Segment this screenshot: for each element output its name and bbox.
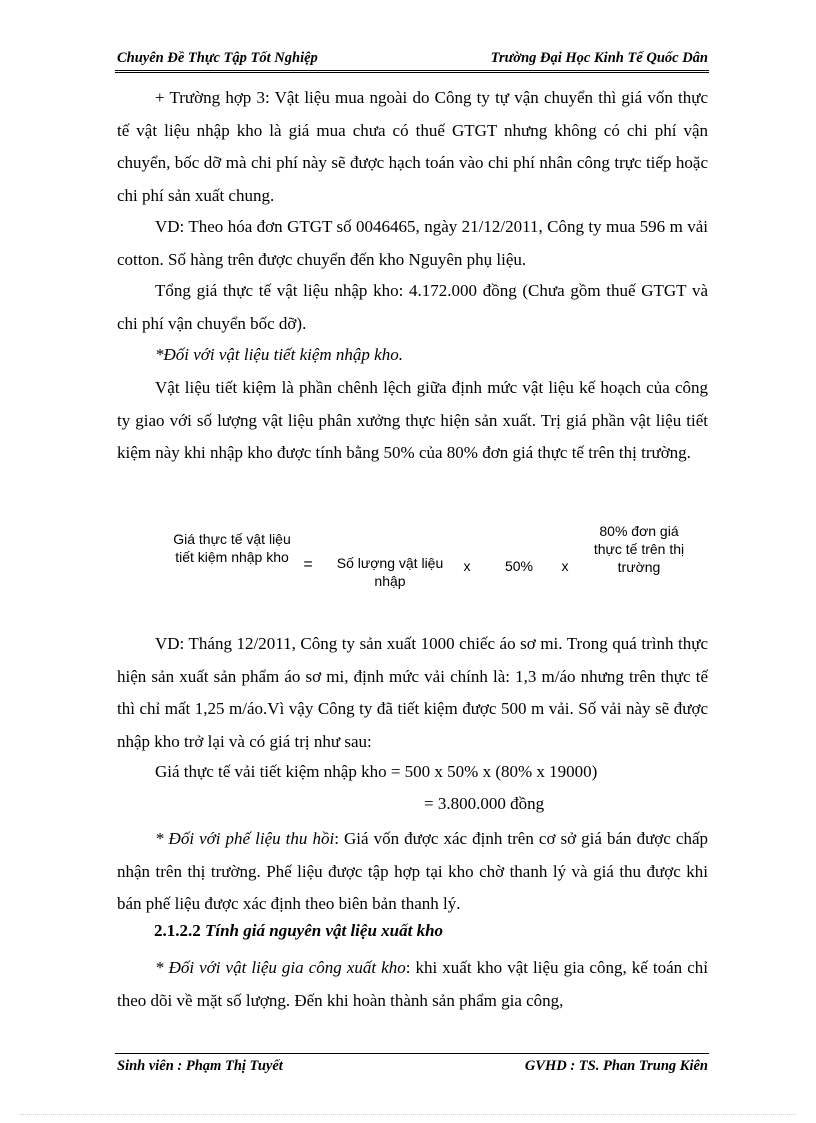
- paragraph-saved-material: Vật liệu tiết kiệm là phần chênh lệch giữa định mức vật liệu kế hoạch của công ty giao với số lượng vật liệu phân xưởng thực hiện sản xuất. Trị giá phần vật liệu tiết kiệm này khi nhập kho được tính bằng 50% của 80% đơn giá thực tế trên thị trường.: [117, 378, 708, 462]
- page-footer: [117, 1058, 708, 1076]
- section-number: 2.1.2.2: [154, 921, 201, 940]
- formula-price: 80% đơn giá thực tế trên thị trường: [593, 523, 685, 575]
- paragraph-processing-material: [117, 952, 708, 1017]
- header-rule: [115, 70, 709, 71]
- formula-equals: =: [303, 556, 313, 573]
- header-left: Chuyên Đề Thực Tập Tốt Nghiệp: [117, 50, 318, 66]
- paragraph-total-value: Tổng giá thực tế vật liệu nhập kho: 4.172.000 đồng (Chưa gồm thuế GTGT và chi phí vận chuyển bốc dỡ).: [117, 281, 708, 333]
- section-title: Tính giá nguyên vật liệu xuất kho: [205, 921, 444, 940]
- paragraph-scrap: [117, 823, 708, 921]
- footer-right: GVHD : TS. Phan Trung Kiên: [524, 1058, 708, 1074]
- scrap-text: : Giá vốn được xác định trên cơ sở giá bán được chấp nhận trên thị trường. Phế liệu được tập hợp tại kho chờ thanh lý và giá thu được khi bán phế liệu được xác định theo biên bản thanh lý.: [117, 829, 708, 913]
- page-edge-dotted-line: [20, 1114, 796, 1115]
- page-header: [117, 50, 708, 68]
- formula-percent: 50%: [504, 558, 534, 574]
- processing-label: * Đối với vật liệu gia công xuất kho: [155, 958, 406, 977]
- calc-line-1: Giá thực tế vải tiết kiệm nhập kho = 500 x 50% x (80% x 19000): [155, 762, 598, 781]
- formula-lhs: Giá thực tế vật liệu tiết kiệm nhập kho: [173, 531, 291, 565]
- paragraph-saved-material-heading: *Đối với vật liệu tiết kiệm nhập kho.: [155, 345, 403, 364]
- valuation-formula: [117, 520, 708, 620]
- calc-line-2: = 3.800.000 đồng: [424, 794, 545, 813]
- processing-text: : khi xuất kho vật liệu gia công, kế toán chỉ theo dõi về mặt số lượng. Đến khi hoàn thành sản phẩm gia công,: [117, 958, 709, 1010]
- formula-times-2: x: [561, 558, 569, 574]
- paragraph-example-invoice: VD: Theo hóa đơn GTGT số 0046465, ngày 21/12/2011, Công ty mua 596 m vải cotton. Số hàng trên được chuyển đến kho Nguyên phụ liệu.: [117, 217, 708, 269]
- footer-left: Sinh viên : Phạm Thị Tuyết: [117, 1058, 283, 1074]
- paragraph-case-3: + Trường hợp 3: Vật liệu mua ngoài do Công ty tự vận chuyển thì giá vốn thực tế vật liệu nhập kho là giá mua chưa có thuế GTGT nhưng không có chi phí vận chuyển, bốc dỡ mà chi phí này sẽ được hạch toán vào chi phí nhân công trực tiếp hoặc chi phí sản xuất chung.: [117, 88, 708, 205]
- scrap-label: * Đối với phế liệu thu hồi: [155, 829, 335, 848]
- header-rule-second: [115, 72, 709, 73]
- footer-rule: [115, 1053, 709, 1054]
- formula-quantity: Số lượng vật liệu nhập: [336, 555, 444, 589]
- paragraph-example-shirts: VD: Tháng 12/2011, Công ty sản xuất 1000 chiếc áo sơ mi. Trong quá trình thực hiện sản xuất sản phẩm áo sơ mi, định mức vải chính là: 1,3 m/áo nhưng trên thực tế thì chỉ mất 1,25 m/áo.Vì vậy Công ty đã tiết kiệm được 500 m vải. Số vải này sẽ được nhập kho trở lại và có giá trị như sau:: [117, 634, 708, 751]
- section-heading: [154, 921, 443, 941]
- formula-times-1: x: [463, 558, 471, 574]
- header-right: Trường Đại Học Kinh Tế Quốc Dân: [490, 50, 708, 66]
